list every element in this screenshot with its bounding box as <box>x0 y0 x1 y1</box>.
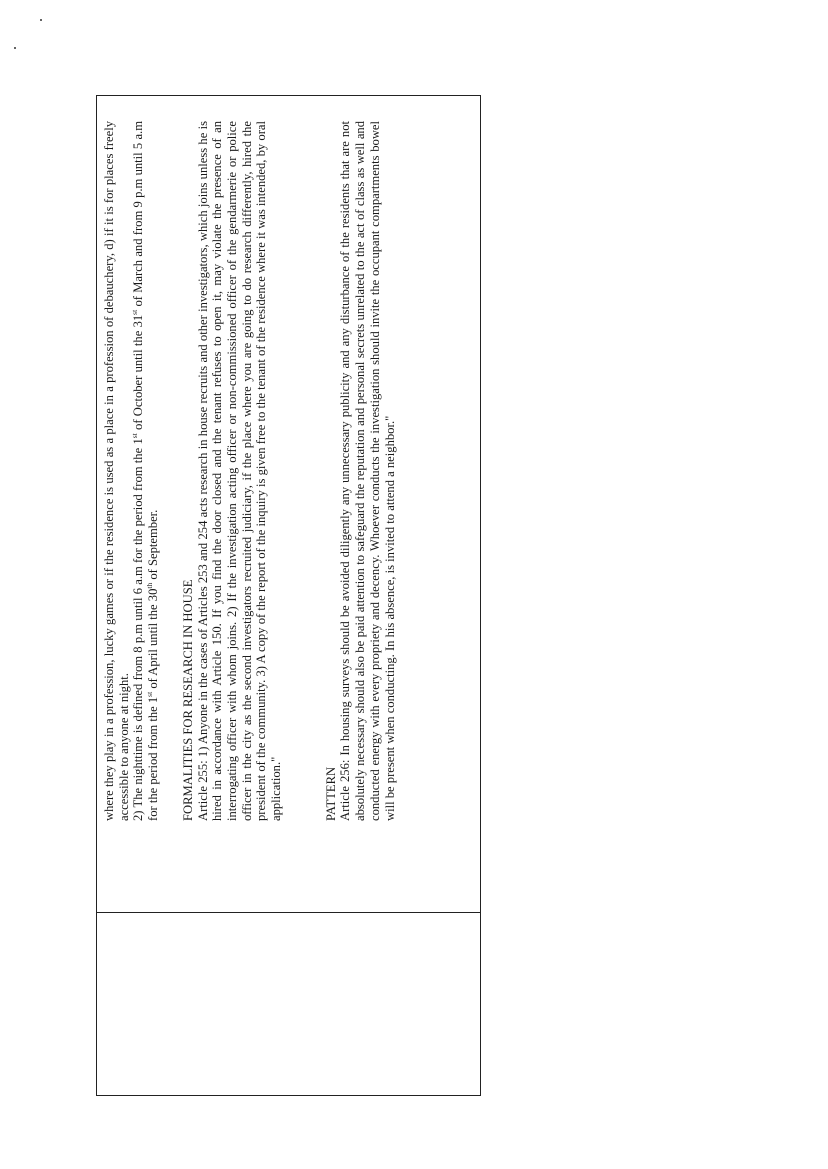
section-heading-formalities: FORMALITIES FOR RESEARCH IN HOUSE <box>180 579 195 821</box>
nighttime-text-3: of March and from 9 p.m until 5 a.m for the period from the 1 <box>131 120 161 821</box>
nighttime-paragraph <box>131 121 160 821</box>
scan-speck <box>40 19 42 21</box>
nighttime-text-2: of October until the 31 <box>131 314 146 434</box>
ordinal-sup: th <box>144 582 154 589</box>
rotated-text-column <box>102 121 472 821</box>
article-256-paragraph: Article 256: In housing surveys should be avoided diligently any unnecessary publicity and any disturbance of the residents that are not absolutely necessary should also be paid attention to safeguard the reputation and personal secrets unrelated to the act of class as well and conducted energy with every propriety and decency. Whoever conducts the investigation should invite the occupant compartments bowel will be present when conducting. In his absence, is invited to attend a neighbor." <box>338 121 397 821</box>
nighttime-text-4: of April until the 30 <box>146 588 161 692</box>
column-divider <box>97 912 480 913</box>
nighttime-text-5: of September. <box>146 509 161 583</box>
intro-paragraph: where they play in a profession, lucky games or if the residence is used as a place in a profession of debauchery, d) if it is for places freely accessible to anyone at night. <box>102 121 131 821</box>
nighttime-text-1: 2) The nighttime is defined from 8 p.m until 6 a.m for the period from the 1 <box>131 438 146 821</box>
ordinal-sup: st <box>130 433 140 439</box>
ordinal-sup: st <box>144 691 154 697</box>
spacer <box>284 121 324 821</box>
article-255-paragraph: Article 255: 1) Anyone in the cases of Articles 253 and 254 acts research in house recruits and other investigators, which joins unless he is hired in accordance with Article 150. If you find the door closed and the tenant refuses to open it, may violate the presence of an interrogating officer with whom joins. 2) If the investigation acting officer or non-commissioned officer of the gendarmerie or police officer in the city as the second investigators recruited judiciary, if the place where you are going to do research differently, hired the president of the community. 3) A copy of the report of the inquiry is given free to the tenant of the residence where it was intended, by oral application." <box>195 121 284 821</box>
section-heading-pattern: PATTERN <box>323 766 338 821</box>
scan-speck <box>14 47 16 49</box>
spacer <box>161 121 181 821</box>
ordinal-sup: st <box>130 309 140 315</box>
